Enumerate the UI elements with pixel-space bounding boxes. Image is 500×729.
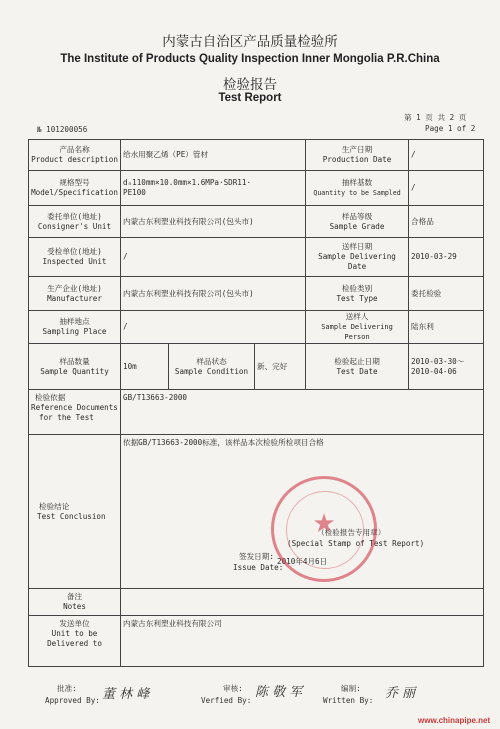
sample-quantity-label: 样品数量 Sample Quantity	[29, 344, 121, 389]
reference-label: 检验依据 Reference Documents for the Test	[29, 389, 121, 434]
page-number-cn: 第 1 页 共 2 页	[404, 113, 467, 122]
institute-title-en: The Institute of Products Quality Inspection Inner Mongolia P.R.China	[60, 53, 440, 65]
table-row	[29, 389, 484, 434]
delivering-person-label: 送样人 Sample Delivering Person	[306, 310, 409, 344]
sampling-place-label: 抽样地点 Sampling Place	[29, 310, 121, 344]
table-row	[29, 344, 484, 389]
verified-label-en: Verfied By:	[201, 696, 252, 705]
table-row	[29, 277, 484, 311]
institute-title-cn: 内蒙古自治区产品质量检验所	[162, 34, 338, 50]
notes-value	[121, 589, 484, 616]
table-row	[29, 616, 484, 667]
model-value: dₙ110mm×10.0mm×1.6MPa·SDR11· PE100	[121, 171, 306, 206]
table-row	[29, 310, 484, 344]
manufacturer-value: 内蒙古东利塑业科技有限公司(包头市)	[121, 277, 306, 311]
written-label-cn: 编制:	[341, 684, 361, 693]
production-date-value: /	[409, 140, 484, 171]
table-row	[29, 140, 484, 171]
consignor-label: 委托单位(地址) Consigner's Unit	[29, 206, 121, 238]
verified-label-cn: 审核:	[223, 684, 243, 693]
product-label: 产品名称 Product description	[29, 140, 121, 171]
test-type-value: 委托检验	[409, 277, 484, 311]
manufacturer-label: 生产企业(地址) Manufacturer	[29, 277, 121, 311]
approved-label-en: Approved By:	[45, 696, 100, 705]
delivering-date-value: 2010-03-29	[409, 238, 484, 277]
table-row	[29, 589, 484, 616]
sampling-place-value: /	[121, 310, 306, 344]
report-table	[28, 139, 484, 667]
issue-date-value: 2010年4月6日	[277, 557, 328, 567]
conclusion-text: 依据GB/T13663-2000标准，该样品本次检验所检项目合格	[123, 438, 324, 448]
conclusion-value	[121, 435, 484, 589]
test-date-value: 2010-03-30～ 2010-04-06	[409, 344, 484, 389]
stamp-label-en: (Special Stamp of Test Report)	[287, 539, 425, 549]
written-signature: 乔 丽	[385, 686, 416, 701]
report-title-cn: 检验报告	[223, 77, 277, 93]
notes-label: 备注 Notes	[29, 589, 121, 616]
table-row	[29, 171, 484, 206]
deliver-to-label: 发送单位 Unit to be Delivered to	[29, 616, 121, 667]
sample-grade-value: 合格品	[409, 206, 484, 238]
report-number: № 101200056	[37, 125, 88, 134]
conclusion-label: 检验结论 Test Conclusion	[29, 435, 121, 589]
deliver-to-value: 内蒙古东利塑业科技有限公司	[121, 616, 484, 667]
sample-quantity-value: 10m	[121, 344, 169, 389]
inspected-unit-label: 受检单位(地址) Inspected Unit	[29, 238, 121, 277]
table-row	[29, 238, 484, 277]
test-date-label: 检验起止日期 Test Date	[306, 344, 409, 389]
written-label-en: Written By:	[323, 696, 374, 705]
sample-base-value: /	[409, 171, 484, 206]
product-value: 给水用聚乙烯（PE）管材	[121, 140, 306, 171]
stamp-label-cn: （检验报告专用章）	[317, 528, 386, 538]
watermark-text: www.chinapipe.net	[418, 716, 491, 725]
consignor-value: 内蒙古东利塑业科技有限公司(包头市)	[121, 206, 306, 238]
verified-signature: 陈 敬 军	[255, 685, 303, 700]
inspected-unit-value: /	[121, 238, 306, 277]
delivering-person-value: 陆东利	[409, 310, 484, 344]
sample-grade-label: 样品等级 Sample Grade	[306, 206, 409, 238]
table-row	[29, 435, 484, 589]
approved-label-cn: 批准:	[57, 684, 77, 693]
test-type-label: 检验类别 Test Type	[306, 277, 409, 311]
report-title-en: Test Report	[218, 92, 282, 104]
issue-date-label-cn: 签发日期:	[239, 552, 274, 562]
model-label: 规格型号 Model/Specification	[29, 171, 121, 206]
sample-condition-value: 新、完好	[255, 344, 306, 389]
reference-value: GB/T13663-2000	[121, 389, 484, 434]
sample-base-label: 抽样基数 Quantity to be Sampled	[306, 171, 409, 206]
issue-date-label-en: Issue Date:	[233, 563, 284, 573]
approved-signature: 董 林 峰	[102, 687, 150, 702]
delivering-date-label: 送样日期 Sample Delivering Date	[306, 238, 409, 277]
official-seal-icon: ★	[271, 476, 377, 582]
table-row	[29, 206, 484, 238]
production-date-label: 生产日期 Production Date	[306, 140, 409, 171]
page-number-en: Page 1 of 2	[425, 124, 476, 133]
sample-condition-label: 样品状态 Sample Condition	[169, 344, 255, 389]
